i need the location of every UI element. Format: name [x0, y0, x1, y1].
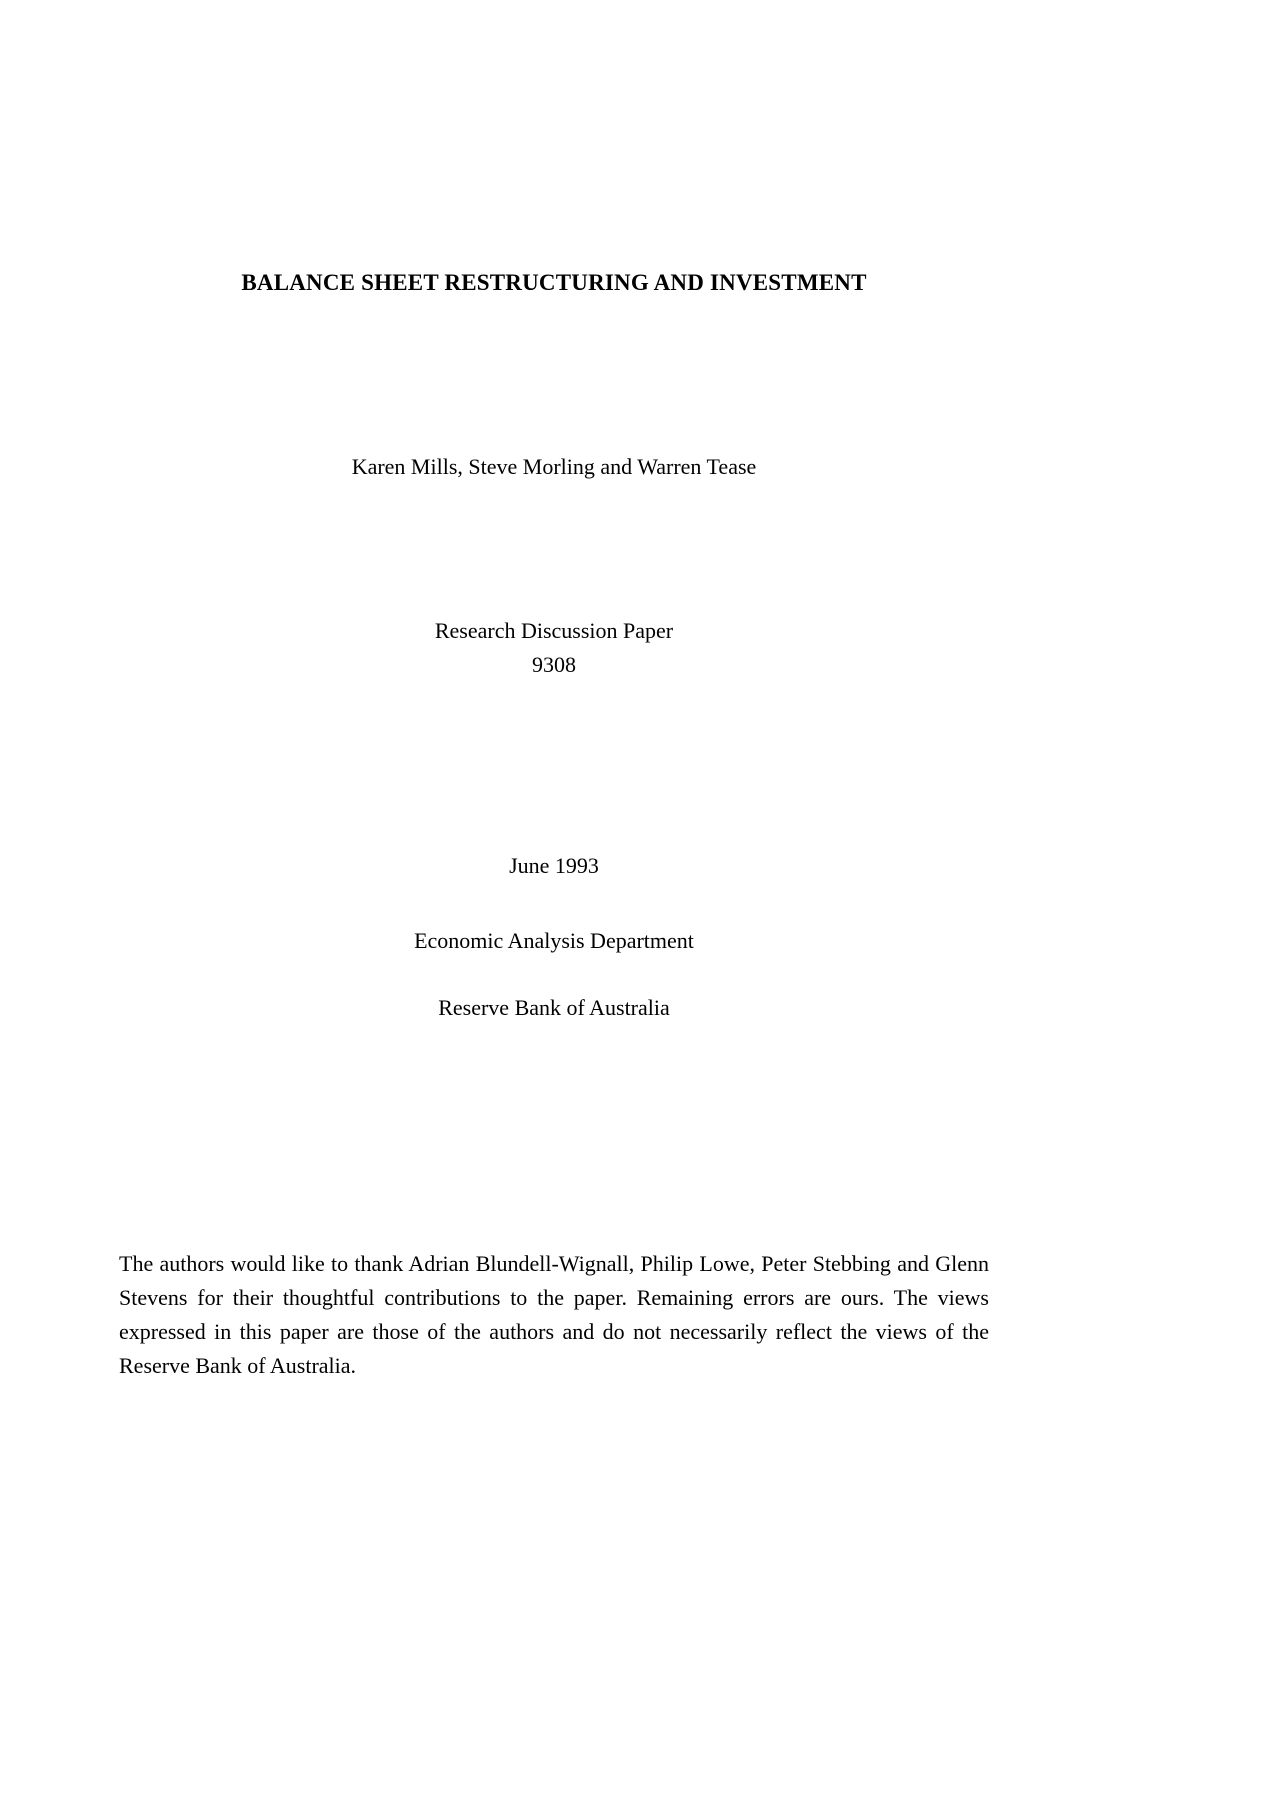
authors-line: Karen Mills, Steve Morling and Warren Tease — [351, 454, 757, 479]
series-name: Research Discussion Paper — [434, 618, 674, 643]
publication-date: June 1993 — [509, 853, 599, 878]
page-content — [119, 0, 989, 1811]
acknowledgments-paragraph: The authors would like to thank Adrian Blundell-Wignall, Philip Lowe, Peter Stebbing and Glenn Stevens for their thoughtful contributions to the paper. Remaining errors are ours. The views expressed in this paper are those of the authors and do not necessarily reflect the views of the Reserve Bank of Australia. — [119, 1251, 989, 1378]
department-name: Economic Analysis Department — [414, 928, 694, 953]
institution-name: Reserve Bank of Australia — [438, 995, 670, 1020]
series-block — [119, 614, 989, 682]
paper-number: 9308 — [532, 652, 576, 677]
paper-title: BALANCE SHEET RESTRUCTURING AND INVESTMENT — [241, 270, 867, 295]
